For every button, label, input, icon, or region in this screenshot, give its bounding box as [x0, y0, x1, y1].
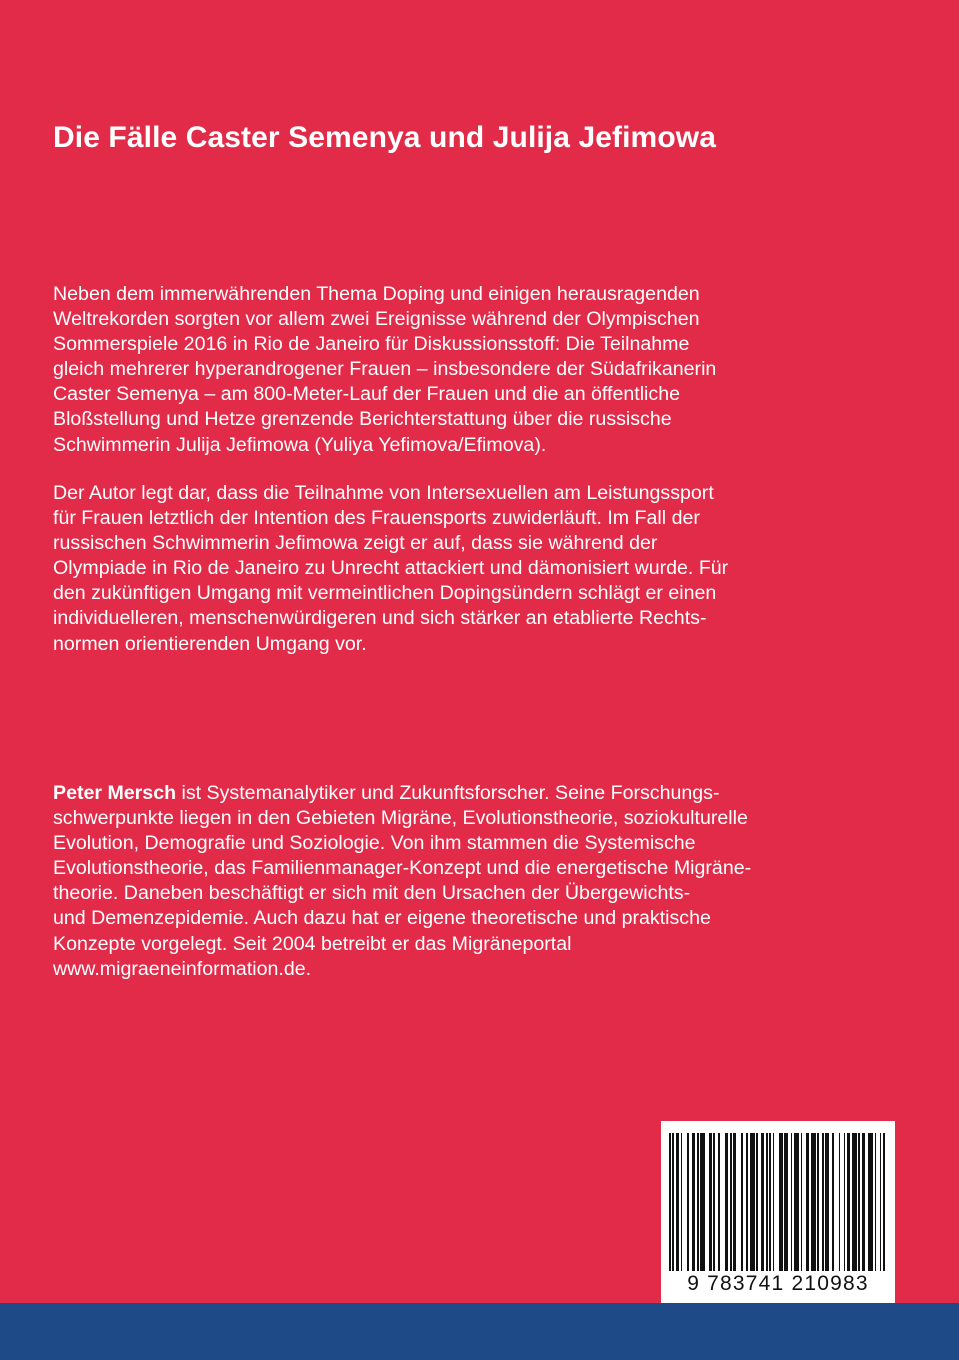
- text-line: Der Autor legt dar, dass die Teilnahme von Intersexuellen am Leistungssport: [53, 482, 714, 504]
- text-line: schwerpunkte liegen in den Gebieten Migräne, Evolutionstheorie, soziokulturelle: [53, 807, 748, 830]
- bottom-color-band: [0, 1303, 959, 1360]
- book-title: Die Fälle Caster Semenya und Julija Jefimowa: [53, 121, 716, 154]
- text-line: Weltrekorden sorgten vor allem zwei Ereignisse während der Olympischen: [53, 308, 700, 331]
- text-line: Evolutionstheorie, das Familienmanager-Konzept und die energetische Migräne-: [53, 857, 752, 880]
- text-line: Olympiade in Rio de Janeiro zu Unrecht attackiert und dämonisiert wurde. Für: [53, 557, 729, 580]
- isbn-barcode: [661, 1121, 895, 1303]
- isbn-digits: 9 783741 210983: [687, 1272, 869, 1295]
- text-line: und Demenzepidemie. Auch dazu hat er eigene theoretische und praktische: [53, 907, 711, 930]
- text-line: normen orientierenden Umgang vor.: [53, 632, 367, 655]
- author-bio-first-line: [53, 781, 751, 806]
- author-name: Peter Mersch: [53, 782, 177, 804]
- author-bio-first-line-rest: ist Systemanalytiker und Zukunftsforscher. Seine Forschungs-: [176, 782, 720, 804]
- author-website: www.migraeneinformation.de.: [53, 957, 312, 980]
- text-line: gleich mehrerer hyperandrogener Frauen – insbesondere der Südafrikanerin: [53, 358, 717, 381]
- text-line: Evolution, Demografie und Soziologie. Von ihm stammen die Systemische: [53, 832, 696, 855]
- text-line: Bloßstellung und Hetze grenzende Berichterstattung über die russische: [53, 408, 672, 431]
- text-line: Schwimmerin Julija Jefimowa (Yuliya Yefimova/Efimova).: [53, 433, 547, 456]
- barcode-bars: [669, 1133, 887, 1271]
- author-bio: [53, 781, 751, 982]
- text-line: theorie. Daneben beschäftigt er sich mit den Ursachen der Übergewichts-: [53, 882, 691, 905]
- text-line: den zukünftigen Umgang mit vermeintlichen Dopingsündern schlägt er einen: [53, 582, 717, 605]
- text-line: russischen Schwimmerin Jefimowa zeigt er auf, dass sie während der: [53, 532, 658, 555]
- text-line: Caster Semenya – am 800-Meter-Lauf der Frauen und die an öffentliche: [53, 383, 680, 406]
- blurb-paragraph-2: [53, 481, 728, 657]
- blurb-paragraph-1: [53, 282, 716, 458]
- text-line: Neben dem immerwährenden Thema Doping und einigen herausragenden: [53, 283, 700, 305]
- barcode-bar: [885, 1133, 887, 1271]
- text-line: individuelleren, menschenwürdigeren und sich stärker an etablierte Rechts-: [53, 607, 707, 630]
- text-line: für Frauen letztlich der Intention des Frauensports zuwiderläuft. Im Fall der: [53, 507, 700, 530]
- text-line: Konzepte vorgelegt. Seit 2004 betreibt er das Migräneportal: [53, 932, 572, 955]
- text-line: Sommerspiele 2016 in Rio de Janeiro für Diskussionsstoff: Die Teilnahme: [53, 333, 690, 356]
